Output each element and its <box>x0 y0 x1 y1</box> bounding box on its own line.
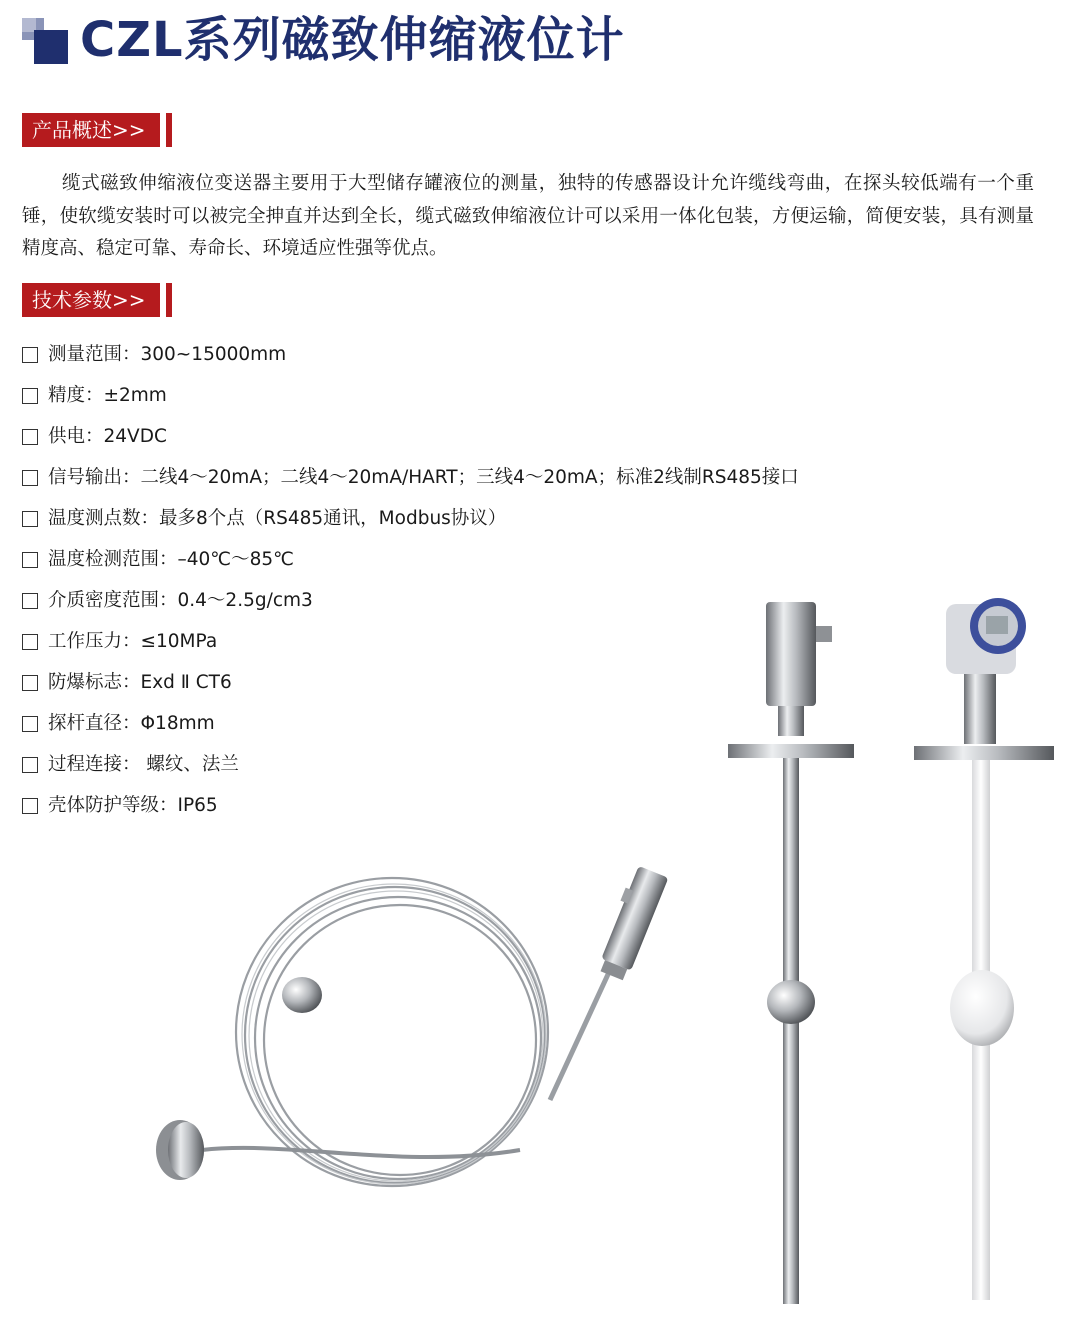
checkbox-icon <box>22 798 38 814</box>
checkbox-icon <box>22 716 38 732</box>
page-title: CZL系列磁致伸缩液位计 <box>80 12 625 68</box>
spec-text: 供电：24VDC <box>48 425 167 447</box>
spec-item <box>22 539 799 580</box>
checkbox-icon <box>22 634 38 650</box>
checkbox-icon <box>22 593 38 609</box>
spec-text: 测量范围：300~15000mm <box>48 343 287 365</box>
checkbox-icon <box>22 470 38 486</box>
spec-text: 探杆直径：Φ18mm <box>48 712 215 734</box>
checkbox-icon <box>22 552 38 568</box>
spec-text: 温度检测范围：–40℃～85℃ <box>48 548 294 570</box>
spec-item <box>22 580 799 621</box>
spec-text: 信号输出：二线4～20mA；二线4～20mA/HART；三线4～20mA；标准2线制RS485接口 <box>48 466 799 488</box>
cable-type-level-gauge-image <box>140 850 690 1220</box>
spec-item <box>22 703 799 744</box>
spec-item <box>22 498 799 539</box>
transmitter-type-level-gauge-image <box>910 596 1060 1308</box>
spec-item <box>22 785 799 826</box>
spec-item <box>22 375 799 416</box>
spec-text: 温度测点数：最多8个点（RS485通讯，Modbus协议） <box>48 507 507 529</box>
spec-item <box>22 662 799 703</box>
spec-item <box>22 744 799 785</box>
checkbox-icon <box>22 429 38 445</box>
specs-heading: 技术参数>> <box>22 283 166 317</box>
checkbox-icon <box>22 675 38 691</box>
spec-item <box>22 457 799 498</box>
overview-paragraph: 缆式磁致伸缩液位变送器主要用于大型储存罐液位的测量，独特的传感器设计允许缆线弯曲，在探头较低端有一个重锤，使软缆安装时可以被完全抻直并达到全长，缆式磁致伸缩液位计可以采用一体化包装，方便运输，简便安装，具有测量精度高、稳定可靠、寿命长、环境适应性强等优点。 <box>22 173 1034 259</box>
spec-list <box>22 334 799 826</box>
spec-item <box>22 334 799 375</box>
checkbox-icon <box>22 347 38 363</box>
checkbox-icon <box>22 511 38 527</box>
spec-text: 过程连接： 螺纹、法兰 <box>48 753 239 775</box>
spec-item <box>22 416 799 457</box>
spec-text: 防爆标志：Exd Ⅱ CT6 <box>48 671 232 693</box>
brand-logo-icon <box>18 14 70 66</box>
checkbox-icon <box>22 388 38 404</box>
spec-text: 壳体防护等级：IP65 <box>48 794 218 816</box>
spec-text: 精度：±2mm <box>48 384 167 406</box>
rod-type-level-gauge-image <box>722 596 862 1308</box>
spec-text: 工作压力：≤10MPa <box>48 630 218 652</box>
overview-heading: 产品概述>> <box>22 113 166 147</box>
spec-text: 介质密度范围：0.4～2.5g/cm3 <box>48 589 313 611</box>
checkbox-icon <box>22 757 38 773</box>
spec-item <box>22 621 799 662</box>
